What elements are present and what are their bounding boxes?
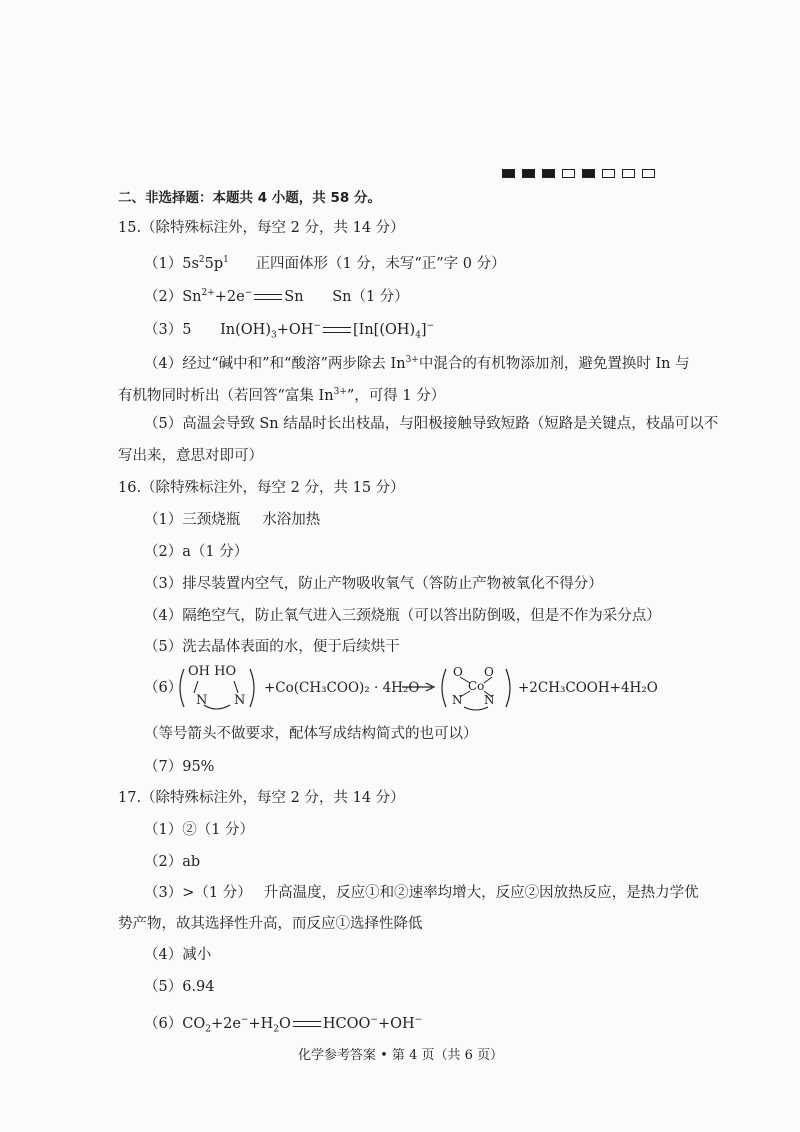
section-header: 二、非选择题：本题共 4 小题，共 58 分。: [118, 190, 381, 206]
reaction-arrow: [402, 681, 436, 693]
mark-filled: [582, 169, 595, 178]
q16-answer-3: （3）排尽装置内空气，防止产物吸收氧气（答防止产物被氧化不得分）: [144, 576, 603, 592]
q16-answer-7: （7）95%: [144, 759, 215, 775]
ligand-n-right: N: [234, 693, 246, 708]
mark-empty: [602, 169, 615, 178]
ligand-oh-groups: OH HO: [188, 664, 237, 679]
complex-o-right: O: [484, 665, 494, 679]
cobalt-acetate-reagent: +Co(CH₃COO)₂ · 4H₂O: [264, 680, 420, 696]
q16-answer-2: （2）a（1 分）: [144, 544, 249, 560]
mark-empty: [622, 169, 635, 178]
q15-answer-4-line1: （4）经过“碱中和”和“酸溶”两步除去 $In^{3+}$中混合的有机物添加剂，避免置换时 In 与: [144, 355, 690, 372]
q15-answer-5-line1: （5）高温会导致 Sn 结晶时长出枝晶，与阳极接触导致短路（短路是关键点，枝晶可以不: [144, 416, 719, 432]
q16-answer-4: （4）隔绝空气，防止氧气进入三颈烧瓶（可以答出防倒吸，但是不作为采分点）: [144, 608, 661, 624]
q15-answer-5-line2: 写出来，意思对即可）: [118, 448, 263, 464]
q16-answer-6-note: （等号箭头不做要求，配体写成结构简式的也可以）: [144, 726, 478, 742]
q15-answer-3: （3）5 $In(OH)_3+OH^-$ [$In[(OH)_4]^-$: [144, 321, 435, 341]
q15-answer-2: $(2)Sn^{2+}+2e^-$ Sn Sn（1 分）: [144, 288, 409, 305]
complex-o-left: O: [453, 665, 463, 679]
q16-answer-1: （1）三颈烧瓶 水浴加热: [144, 512, 321, 528]
q17-answer-2: （2）ab: [144, 854, 201, 870]
reaction-products: +2CH₃COOH+4H₂O: [518, 680, 658, 696]
mark-filled: [502, 169, 515, 178]
page-progress-marks: [502, 169, 655, 178]
complex-cobalt: Co: [468, 679, 485, 693]
mark-empty: [562, 169, 575, 178]
complex-n-left: N: [452, 693, 463, 707]
page-footer: 化学参考答案 • 第 4 页（共 6 页）: [298, 1048, 504, 1063]
q17-answer-3-line1: （3）>（1 分） 升高温度，反应①和②速率均增大，反应②因放热反应，是热力学优: [144, 885, 699, 901]
ligand-n-left: N: [196, 693, 208, 708]
q15-answer-4-line2: 有机物同时析出（若回答“富集 $In^{3+}$”，可得 1 分）: [118, 387, 446, 404]
q17-answer-6: $(6)CO_2+2e^-+H_2O$ HCOO−+OH−: [144, 1015, 423, 1035]
q16-answer-5: （5）洗去晶体表面的水，便于后续烘干: [144, 639, 400, 655]
q17-answer-3-line2: 势产物，故其选择性升高，而反应①选择性降低: [118, 916, 423, 932]
q17-header: 17.（除特殊标注外，每空 2 分，共 14 分）: [118, 790, 405, 806]
equals-sign: [323, 327, 351, 333]
q16-answer-6-equation: [130, 663, 658, 713]
q17-answer-5: （5）6.94: [144, 979, 215, 995]
q15-header: 15.（除特殊标注外，每空 2 分，共 14 分）: [118, 220, 405, 236]
equals-sign: [254, 294, 282, 300]
q16-answer-6-label: （6）: [144, 680, 183, 696]
mark-empty: [642, 169, 655, 178]
q17-answer-1: （1）②（1 分）: [144, 822, 255, 838]
mark-filled: [542, 169, 555, 178]
complex-n-right: N: [484, 693, 495, 707]
mark-filled: [522, 169, 535, 178]
q16-header: 16.（除特殊标注外，每空 2 分，共 15 分）: [118, 480, 405, 496]
q17-answer-4: （4）减小: [144, 947, 212, 963]
equals-sign: [293, 1021, 321, 1027]
q15-answer-1: $(1)5s^25p^1$ 正四面体形（1 分，未写“正”字 0 分）: [144, 255, 506, 272]
